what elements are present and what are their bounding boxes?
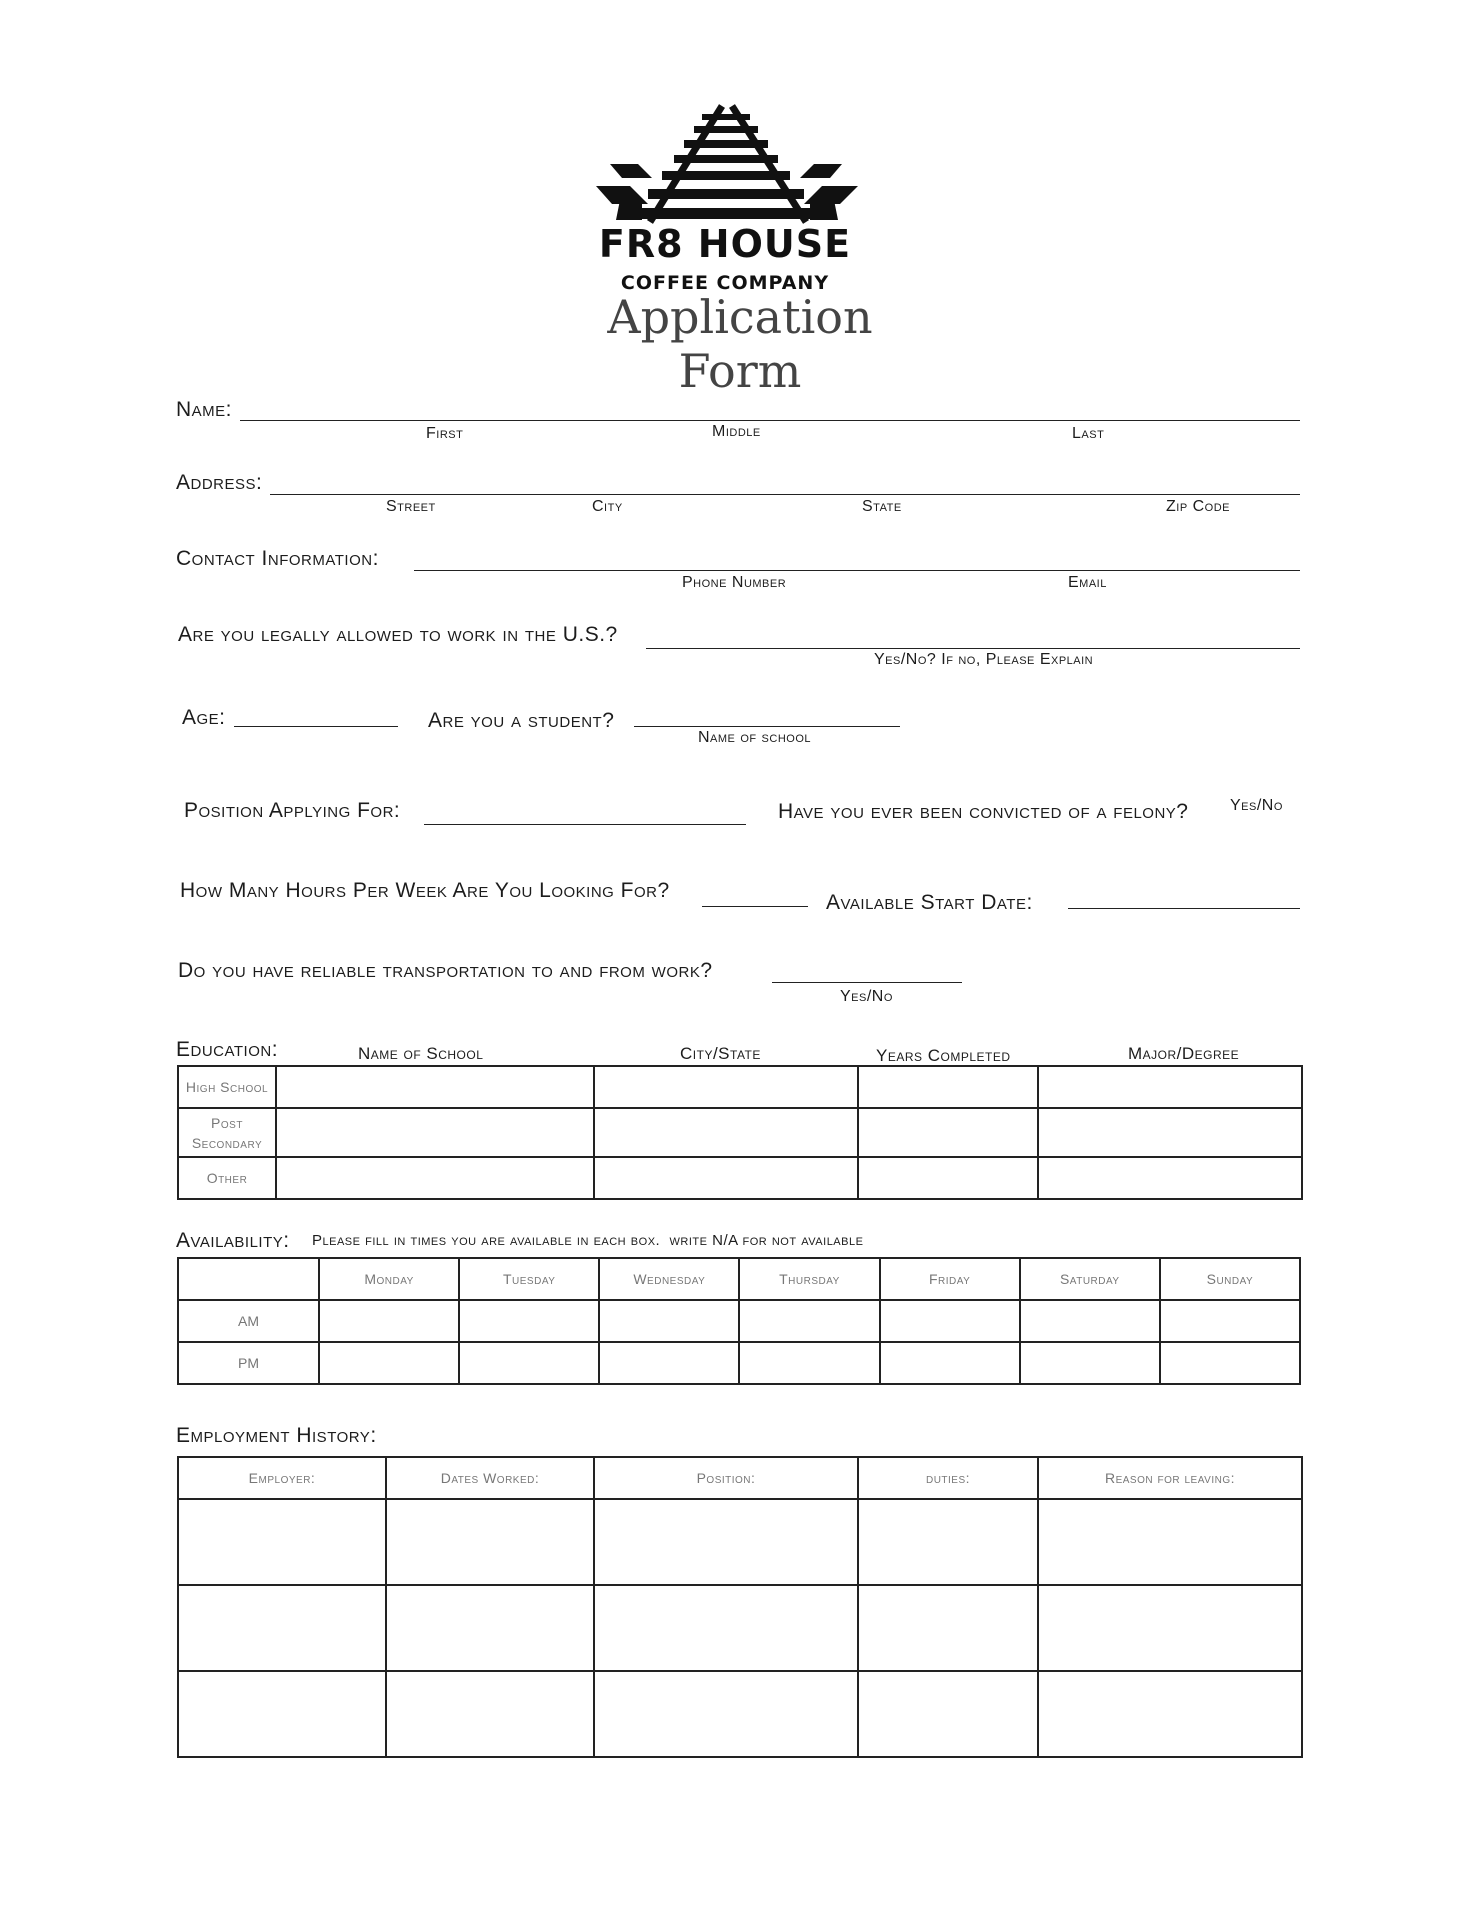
table-row: [178, 1108, 1302, 1157]
employment-col-employer: Employer:: [178, 1457, 386, 1499]
legal-work-caption: Yes/No? If no, Please Explain: [874, 651, 1094, 668]
employment-cell[interactable]: [1038, 1671, 1302, 1757]
availability-row-am: AM: [178, 1300, 319, 1342]
transport-input-line[interactable]: [772, 982, 962, 983]
education-cell[interactable]: [594, 1108, 858, 1157]
employment-cell[interactable]: [594, 1585, 858, 1671]
education-col-school: Name of School: [358, 1044, 484, 1063]
age-input-line[interactable]: [234, 726, 398, 727]
employment-cell[interactable]: [386, 1499, 594, 1585]
start-date-label: Available Start Date:: [826, 891, 1033, 914]
address-input-line[interactable]: [270, 494, 1300, 495]
employment-label: Employment History:: [176, 1424, 377, 1447]
availability-row-pm: PM: [178, 1342, 319, 1384]
availability-cell[interactable]: [739, 1342, 879, 1384]
employment-cell[interactable]: [386, 1671, 594, 1757]
availability-cell[interactable]: [459, 1342, 599, 1384]
availability-cell[interactable]: [599, 1300, 739, 1342]
employment-cell[interactable]: [858, 1499, 1038, 1585]
student-input-line[interactable]: [634, 726, 900, 727]
employment-table: [177, 1456, 1303, 1758]
employment-cell[interactable]: [594, 1671, 858, 1757]
address-label: Address:: [176, 471, 263, 494]
position-label: Position Applying For:: [184, 799, 401, 822]
availability-cell[interactable]: [319, 1300, 459, 1342]
contact-email-caption: Email: [1068, 574, 1107, 591]
table-row: [178, 1342, 1300, 1384]
felony-answer[interactable]: Yes/No: [1230, 797, 1283, 814]
employment-cell[interactable]: [178, 1585, 386, 1671]
education-cell[interactable]: [1038, 1066, 1302, 1108]
availability-cell[interactable]: [880, 1300, 1020, 1342]
education-col-city-state: City/State: [680, 1044, 761, 1063]
table-row: [178, 1585, 1302, 1671]
legal-work-input-line[interactable]: [646, 648, 1300, 649]
employment-cell[interactable]: [858, 1585, 1038, 1671]
education-row-label: Post Secondary: [178, 1108, 276, 1157]
table-row: [178, 1157, 1302, 1199]
name-first-caption: First: [426, 425, 464, 442]
education-cell[interactable]: [858, 1066, 1038, 1108]
address-street-caption: Street: [386, 498, 436, 515]
employment-cell[interactable]: [1038, 1585, 1302, 1671]
transport-caption: Yes/No: [840, 988, 893, 1005]
education-label: Education:: [176, 1038, 279, 1061]
table-row: [178, 1066, 1302, 1108]
employment-cell[interactable]: [858, 1671, 1038, 1757]
availability-cell[interactable]: [1020, 1300, 1160, 1342]
table-row: [178, 1499, 1302, 1585]
contact-label: Contact Information:: [176, 547, 379, 570]
availability-cell[interactable]: [459, 1300, 599, 1342]
availability-cell[interactable]: [739, 1300, 879, 1342]
legal-work-label: Are you legally allowed to work in the U.S.?: [178, 623, 618, 646]
education-cell[interactable]: [276, 1066, 594, 1108]
employment-cell[interactable]: [594, 1499, 858, 1585]
brand-name: FR8 HOUSE: [598, 222, 852, 266]
address-state-caption: State: [862, 498, 902, 515]
education-col-major: Major/Degree: [1128, 1044, 1240, 1063]
education-cell[interactable]: [594, 1066, 858, 1108]
availability-corner-cell: [178, 1258, 319, 1300]
education-row-label: High School: [178, 1066, 276, 1108]
railroad-track-icon: [590, 100, 880, 230]
table-row: [178, 1300, 1300, 1342]
start-date-input-line[interactable]: [1068, 908, 1300, 909]
brand-tagline: COFFEE COMPANY: [620, 272, 830, 294]
address-zip-caption: Zip Code: [1166, 498, 1231, 515]
education-cell[interactable]: [858, 1108, 1038, 1157]
education-cell[interactable]: [858, 1157, 1038, 1199]
day-sunday: Sunday: [1160, 1258, 1300, 1300]
name-label: Name:: [176, 398, 233, 421]
student-label: Are you a student?: [428, 709, 615, 732]
employment-cell[interactable]: [386, 1585, 594, 1671]
felony-label: Have you ever been convicted of a felony?: [778, 800, 1189, 823]
education-cell[interactable]: [276, 1157, 594, 1199]
education-col-years: Years Completed: [876, 1046, 1011, 1065]
hours-input-line[interactable]: [702, 906, 808, 907]
day-wednesday: Wednesday: [599, 1258, 739, 1300]
employment-col-dates: Dates Worked:: [386, 1457, 594, 1499]
day-saturday: Saturday: [1020, 1258, 1160, 1300]
logo: [590, 100, 880, 294]
age-label: Age:: [182, 706, 226, 729]
contact-phone-caption: Phone Number: [682, 574, 787, 591]
education-cell[interactable]: [1038, 1157, 1302, 1199]
employment-col-duties: duties:: [858, 1457, 1038, 1499]
education-row-label: Other: [178, 1157, 276, 1199]
employment-col-position: Position:: [594, 1457, 858, 1499]
day-monday: Monday: [319, 1258, 459, 1300]
table-row: [178, 1457, 1302, 1499]
availability-cell[interactable]: [1160, 1342, 1300, 1384]
employment-cell[interactable]: [178, 1671, 386, 1757]
day-tuesday: Tuesday: [459, 1258, 599, 1300]
education-cell[interactable]: [594, 1157, 858, 1199]
availability-cell[interactable]: [1020, 1342, 1160, 1384]
employment-col-reason: Reason for leaving:: [1038, 1457, 1302, 1499]
student-school-caption: Name of school: [698, 729, 812, 746]
table-row: [178, 1671, 1302, 1757]
availability-cell[interactable]: [880, 1342, 1020, 1384]
education-table: [177, 1065, 1303, 1200]
education-cell[interactable]: [1038, 1108, 1302, 1157]
table-row: [178, 1258, 1300, 1300]
transport-label: Do you have reliable transportation to and from work?: [178, 959, 713, 982]
availability-cell[interactable]: [599, 1342, 739, 1384]
address-city-caption: City: [592, 498, 623, 515]
name-last-caption: Last: [1072, 425, 1105, 442]
employment-cell[interactable]: [178, 1499, 386, 1585]
hours-label: How Many Hours Per Week Are You Looking For?: [180, 879, 670, 902]
availability-table: [177, 1257, 1301, 1385]
availability-cell[interactable]: [319, 1342, 459, 1384]
position-input-line[interactable]: [424, 824, 746, 825]
employment-cell[interactable]: [1038, 1499, 1302, 1585]
education-cell[interactable]: [276, 1108, 594, 1157]
availability-label: Availability:: [176, 1229, 290, 1252]
name-input-line[interactable]: [240, 420, 1300, 421]
day-thursday: Thursday: [739, 1258, 879, 1300]
contact-input-line[interactable]: [414, 570, 1300, 571]
name-middle-caption: Middle: [712, 423, 761, 440]
day-friday: Friday: [880, 1258, 1020, 1300]
form-title: Application Form: [607, 290, 873, 398]
availability-cell[interactable]: [1160, 1300, 1300, 1342]
availability-instructions: Please fill in times you are available in each box. write N/A for not available: [312, 1232, 864, 1249]
